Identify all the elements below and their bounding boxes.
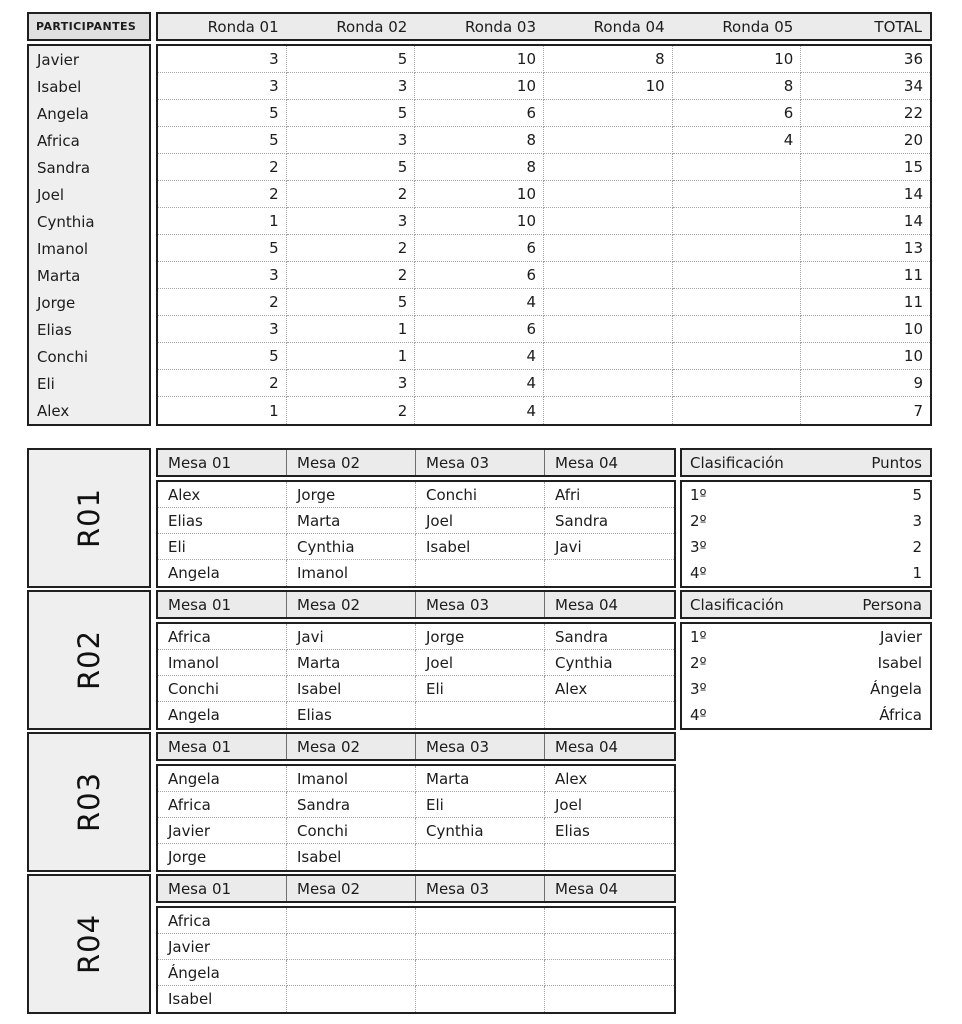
score-cell: 5: [158, 127, 287, 154]
mesa-player-cell: Angela: [158, 766, 287, 792]
participant-name: Conchi: [37, 347, 89, 366]
participant-name: Jorge: [37, 293, 76, 312]
participants-column: [27, 12, 151, 426]
scores-column: [156, 12, 932, 426]
mesa-player-cell: Eli: [416, 676, 545, 702]
mesa-player-cell: Marta: [287, 508, 416, 534]
score-cell: 4: [415, 397, 544, 424]
score-cell: 6: [415, 100, 544, 127]
mesa-player-cell: [287, 960, 416, 986]
mesa-header-cell: Mesa 04: [555, 595, 619, 614]
total-cell: 13: [801, 235, 930, 262]
mesa-header-cell: Mesa 01: [158, 876, 287, 901]
mesa-player-cell: Afri: [545, 482, 674, 508]
score-cell: 2: [287, 181, 416, 208]
ronda-header-row: [156, 12, 932, 41]
total-cell: 11: [801, 262, 930, 289]
score-cell: 3: [158, 46, 287, 73]
classification-rank: 4º: [690, 706, 707, 724]
score-cell: 10: [415, 46, 544, 73]
classification-header-row: [680, 590, 932, 619]
participant-name: Eli: [37, 374, 55, 393]
ronda-header-cell: Ronda 05: [722, 17, 794, 36]
participant-name: Cynthia: [37, 212, 95, 231]
score-cell: [544, 154, 673, 181]
classification-value: Javier: [879, 628, 922, 646]
mesa-player-cell: Isabel: [287, 844, 416, 870]
mesa-player-cell: Imanol: [158, 650, 287, 676]
total-cell: 10: [801, 343, 930, 370]
score-cell: 5: [158, 235, 287, 262]
participant-name: Africa: [37, 131, 80, 150]
round-label-text: R04: [72, 913, 106, 975]
classification-row: [682, 560, 930, 586]
round-section: [27, 448, 962, 588]
classification-header-row: [680, 448, 932, 477]
score-cell: 5: [287, 154, 416, 181]
mesa-player-cell: Cynthia: [545, 650, 674, 676]
score-cell: [673, 154, 802, 181]
round-section: [27, 874, 962, 1014]
score-cell: [544, 208, 673, 235]
mesa-header-cell: Mesa 03: [416, 734, 545, 759]
mesa-player-cell: Elias: [545, 818, 674, 844]
mesa-player-cell: Joel: [545, 792, 674, 818]
score-cell: [673, 343, 802, 370]
participant-name: Isabel: [37, 77, 82, 96]
mesa-player-cell: [545, 908, 674, 934]
total-cell: 22: [801, 100, 930, 127]
participant-name: Javier: [37, 50, 80, 69]
round-label: [27, 732, 151, 872]
mesa-grid: [156, 764, 676, 872]
ronda-header-cell: Ronda 04: [593, 17, 665, 36]
score-cell: 6: [415, 262, 544, 289]
score-cell: [544, 343, 673, 370]
classification-row: [682, 650, 930, 676]
mesa-header-cell: Mesa 01: [158, 450, 287, 475]
mesa-header-row: [156, 874, 676, 903]
mesa-player-cell: [416, 560, 545, 586]
score-cell: 2: [158, 370, 287, 397]
round-label: [27, 448, 151, 588]
mesa-player-cell: Marta: [416, 766, 545, 792]
classification-value: Ángela: [870, 680, 922, 698]
score-cell: 8: [673, 73, 802, 100]
round-label-text: R01: [72, 487, 106, 549]
mesa-header-cell: Mesa 01: [158, 734, 287, 759]
total-cell: 34: [801, 73, 930, 100]
classification-rank: 1º: [690, 486, 707, 504]
mesa-header-row: [156, 732, 676, 761]
score-cell: 1: [158, 397, 287, 424]
classification-row: [682, 702, 930, 728]
classification-title: Clasificación: [690, 595, 784, 614]
classification-value: 3: [912, 512, 922, 530]
mesa-player-cell: [545, 986, 674, 1012]
total-cell: 20: [801, 127, 930, 154]
score-cell: 2: [287, 235, 416, 262]
mesa-tables: [156, 448, 676, 588]
mesa-player-cell: Ángela: [158, 960, 287, 986]
participant-name: Sandra: [37, 158, 91, 177]
mesa-header-cell: Mesa 01: [158, 592, 287, 617]
classification-row: [682, 624, 930, 650]
classification-rank: 4º: [690, 564, 707, 582]
mesa-player-cell: Conchi: [158, 676, 287, 702]
participant-name: Marta: [37, 266, 81, 285]
score-cell: 4: [415, 343, 544, 370]
mesa-player-cell: Sandra: [545, 508, 674, 534]
score-cell: 8: [415, 154, 544, 181]
mesa-grid: [156, 906, 676, 1014]
total-cell: 14: [801, 208, 930, 235]
classification-rank: 3º: [690, 680, 707, 698]
round-label: [27, 874, 151, 1014]
mesa-header-cell: Mesa 04: [555, 453, 619, 472]
score-cell: [544, 370, 673, 397]
mesa-player-cell: [416, 960, 545, 986]
score-cell: 10: [415, 208, 544, 235]
total-header-cell: TOTAL: [874, 17, 922, 36]
mesa-header-cell: Mesa 04: [555, 737, 619, 756]
mesa-header-row: [156, 448, 676, 477]
total-cell: 36: [801, 46, 930, 73]
mesa-header-cell: Mesa 03: [416, 876, 545, 901]
total-cell: 10: [801, 316, 930, 343]
mesa-player-cell: Cynthia: [287, 534, 416, 560]
score-cell: [544, 289, 673, 316]
classification-row: [682, 508, 930, 534]
classification-rank: 1º: [690, 628, 707, 646]
mesa-player-cell: [545, 844, 674, 870]
classification-value: África: [879, 706, 922, 724]
mesa-player-cell: [545, 560, 674, 586]
mesa-tables: [156, 590, 676, 730]
total-cell: 9: [801, 370, 930, 397]
score-cell: 4: [673, 127, 802, 154]
mesa-player-cell: Angela: [158, 702, 287, 728]
mesa-header-cell: Mesa 02: [287, 876, 416, 901]
mesa-player-cell: Sandra: [545, 624, 674, 650]
score-cell: 5: [287, 100, 416, 127]
score-cell: [673, 235, 802, 262]
mesa-player-cell: Eli: [416, 792, 545, 818]
round-label: [27, 590, 151, 730]
classification-value: Isabel: [877, 654, 922, 672]
mesa-player-cell: Imanol: [287, 560, 416, 586]
score-cell: 2: [158, 289, 287, 316]
mesa-player-cell: Alex: [545, 766, 674, 792]
mesa-player-cell: Africa: [158, 908, 287, 934]
mesa-player-cell: Isabel: [287, 676, 416, 702]
mesa-header-cell: Mesa 04: [555, 879, 619, 898]
mesa-player-cell: Marta: [287, 650, 416, 676]
classification-body: [680, 480, 932, 588]
score-cell: 5: [158, 100, 287, 127]
classification-rank: 2º: [690, 654, 707, 672]
mesa-player-cell: [287, 908, 416, 934]
mesa-player-cell: Africa: [158, 792, 287, 818]
mesa-player-cell: Africa: [158, 624, 287, 650]
participants-names-box: [27, 44, 151, 426]
ronda-header-cell: Ronda 03: [464, 17, 536, 36]
score-cell: [673, 370, 802, 397]
score-cell: 10: [415, 181, 544, 208]
mesa-player-cell: Javier: [158, 934, 287, 960]
mesa-player-cell: Sandra: [287, 792, 416, 818]
mesa-player-cell: Eli: [158, 534, 287, 560]
score-cell: [544, 181, 673, 208]
mesa-player-cell: Cynthia: [416, 818, 545, 844]
total-cell: 15: [801, 154, 930, 181]
score-cell: 8: [415, 127, 544, 154]
score-cell: 1: [287, 343, 416, 370]
mesa-player-cell: Jorge: [416, 624, 545, 650]
classification-value-header: Puntos: [871, 453, 922, 472]
mesa-player-cell: Conchi: [416, 482, 545, 508]
round-label-text: R02: [72, 629, 106, 691]
mesa-player-cell: [545, 934, 674, 960]
mesa-tables: [156, 732, 676, 872]
classification-value-header: Persona: [862, 595, 922, 614]
mesa-header-row: [156, 590, 676, 619]
score-cell: [544, 100, 673, 127]
mesa-player-cell: [416, 934, 545, 960]
participants-section: [27, 12, 962, 426]
mesa-player-cell: [416, 844, 545, 870]
mesa-player-cell: Alex: [158, 482, 287, 508]
participant-name: Elias: [37, 320, 72, 339]
score-cell: [673, 262, 802, 289]
mesa-player-cell: Isabel: [416, 534, 545, 560]
mesa-player-cell: [287, 934, 416, 960]
score-cell: 5: [287, 46, 416, 73]
mesa-header-cell: Mesa 03: [416, 450, 545, 475]
score-cell: 3: [158, 73, 287, 100]
rounds-container: [27, 448, 962, 1014]
score-cell: 3: [158, 316, 287, 343]
participants-header-label: PARTICIPANTES: [36, 20, 137, 33]
score-cell: 2: [287, 262, 416, 289]
score-cell: 2: [158, 154, 287, 181]
score-cell: 2: [158, 181, 287, 208]
score-cell: [673, 181, 802, 208]
classification-table: [680, 590, 932, 730]
score-cell: 3: [158, 262, 287, 289]
participant-name: Joel: [37, 185, 64, 204]
mesa-header-cell: Mesa 02: [287, 592, 416, 617]
mesa-player-cell: Jorge: [158, 844, 287, 870]
mesa-player-cell: Jorge: [287, 482, 416, 508]
score-cell: 10: [415, 73, 544, 100]
mesa-player-cell: [416, 986, 545, 1012]
score-cell: 6: [673, 100, 802, 127]
participants-header: [27, 12, 151, 41]
score-cell: [673, 397, 802, 424]
score-cell: 4: [415, 370, 544, 397]
mesa-player-cell: Conchi: [287, 818, 416, 844]
classification-value: 5: [912, 486, 922, 504]
score-cell: [673, 316, 802, 343]
participant-name: Imanol: [37, 239, 89, 258]
score-cell: 10: [673, 46, 802, 73]
mesa-player-cell: Elias: [158, 508, 287, 534]
score-cell: 6: [415, 316, 544, 343]
score-cell: [544, 235, 673, 262]
score-cell: [544, 316, 673, 343]
ronda-header-cell: Ronda 02: [336, 17, 408, 36]
score-cell: 4: [415, 289, 544, 316]
round-label-text: R03: [72, 771, 106, 833]
score-cell: [673, 208, 802, 235]
classification-table: [680, 448, 932, 588]
participant-name: Alex: [37, 401, 70, 420]
total-cell: 11: [801, 289, 930, 316]
classification-rank: 3º: [690, 538, 707, 556]
score-cell: [544, 262, 673, 289]
total-cell: 14: [801, 181, 930, 208]
classification-row: [682, 534, 930, 560]
mesa-header-cell: Mesa 02: [287, 450, 416, 475]
participant-name: Angela: [37, 104, 89, 123]
mesa-player-cell: Elias: [287, 702, 416, 728]
mesa-header-cell: Mesa 02: [287, 734, 416, 759]
classification-body: [680, 622, 932, 730]
classification-value: 2: [912, 538, 922, 556]
score-cell: 6: [415, 235, 544, 262]
score-cell: 3: [287, 370, 416, 397]
mesa-player-cell: [416, 908, 545, 934]
mesa-player-cell: [287, 986, 416, 1012]
score-cell: 3: [287, 73, 416, 100]
score-cell: 1: [287, 316, 416, 343]
mesa-player-cell: Joel: [416, 650, 545, 676]
mesa-player-cell: [545, 960, 674, 986]
score-cell: 8: [544, 46, 673, 73]
score-cell: 2: [287, 397, 416, 424]
score-cell: 5: [287, 289, 416, 316]
mesa-player-cell: [545, 702, 674, 728]
classification-row: [682, 482, 930, 508]
score-grid: [156, 44, 932, 426]
classification-rank: 2º: [690, 512, 707, 530]
score-cell: [544, 397, 673, 424]
score-cell: 5: [158, 343, 287, 370]
mesa-player-cell: Javi: [287, 624, 416, 650]
mesa-player-cell: Javier: [158, 818, 287, 844]
score-cell: [673, 289, 802, 316]
classification-title: Clasificación: [690, 453, 784, 472]
score-cell: [544, 127, 673, 154]
score-cell: 3: [287, 127, 416, 154]
mesa-grid: [156, 480, 676, 588]
score-cell: 3: [287, 208, 416, 235]
round-section: [27, 732, 962, 872]
mesa-player-cell: Joel: [416, 508, 545, 534]
mesa-grid: [156, 622, 676, 730]
mesa-player-cell: Alex: [545, 676, 674, 702]
mesa-player-cell: Javi: [545, 534, 674, 560]
mesa-player-cell: Imanol: [287, 766, 416, 792]
mesa-player-cell: Isabel: [158, 986, 287, 1012]
classification-row: [682, 676, 930, 702]
round-section: [27, 590, 962, 730]
mesa-tables: [156, 874, 676, 1014]
ronda-header-cell: Ronda 01: [207, 17, 279, 36]
mesa-player-cell: Angela: [158, 560, 287, 586]
score-cell: 1: [158, 208, 287, 235]
classification-value: 1: [912, 564, 922, 582]
mesa-player-cell: [416, 702, 545, 728]
mesa-header-cell: Mesa 03: [416, 592, 545, 617]
score-cell: 10: [544, 73, 673, 100]
total-cell: 7: [913, 401, 923, 420]
